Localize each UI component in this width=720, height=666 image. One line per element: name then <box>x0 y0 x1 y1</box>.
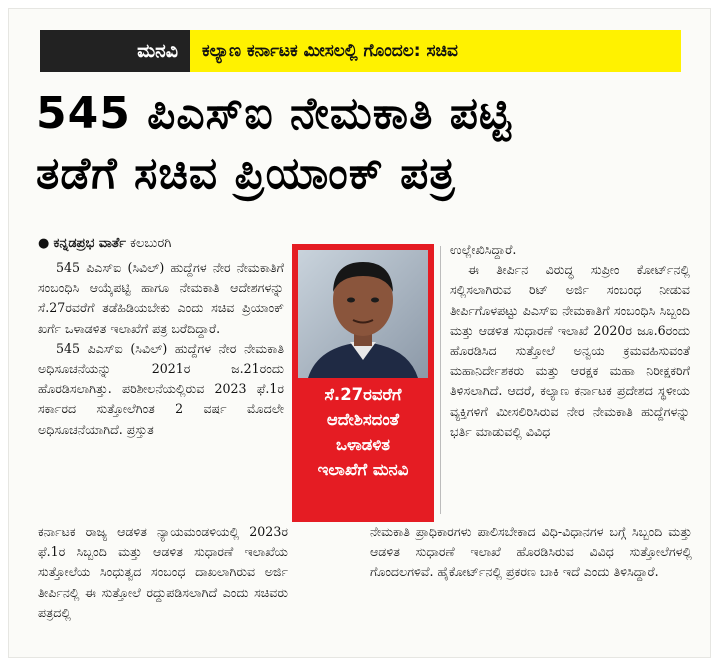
column-divider <box>440 246 441 514</box>
byline <box>38 236 288 251</box>
headline <box>36 84 688 204</box>
headline-line-1: 545 ಪಿಎಸ್ಐ ನೇಮಕಾತಿ ಪಟ್ಟಿ <box>36 88 512 139</box>
body-paragraph-4: ಉಲ್ಲೇಖಿಸಿದ್ದಾರೆ. <box>450 242 517 257</box>
strapline: ಕಲ್ಯಾಣ ಕರ್ನಾಟಕ ಮೀಸಲಲ್ಲಿ ಗೊಂದಲ: ಸಚಿವ <box>190 30 681 72</box>
portrait-photo <box>298 250 428 378</box>
photo-callout <box>292 244 434 522</box>
byline-place: ಕಲಬುರಗಿ <box>130 236 172 251</box>
body-paragraph-1: 545 ಪಿಎಸ್ಐ (ಸಿವಿಲ್) ಹುದ್ದೆಗಳ ನೇರ ನೇಮಕಾತಿಗೆ ಸಂಬಂಧಿಸಿ ಆಯ್ಕೆಪಟ್ಟಿ ಹಾಗೂ ನೇಮಕಾತಿ ಆದೇಶಗಳನ್ನು ಸೆ.27ರವರೆಗೆ ತಡೆಹಿಡಿಯಬೇಕು ಎಂದು ಸಚಿವ ಪ್ರಿಯಾಂಕ್ ಖರ್ಗೆ ಒಳಾಡಳಿತ ಇಲಾಖೆಗೆ ಪತ್ರ ಬರೆದಿದ್ದಾರೆ. <box>38 260 284 336</box>
body-paragraph-3: ಕರ್ನಾಟಕ ರಾಜ್ಯ ಆಡಳಿತ ನ್ಯಾಯಮಂಡಳಿಯಲ್ಲಿ 2023ರ ಫೆ.1ರ ಸಿಬ್ಬಂದಿ ಮತ್ತು ಆಡಳಿತ ಸುಧಾರಣೆ ಇಲಾಖೆಯ ಸುತ್ತೋಲೆಯ ಸಿಂಧುತ್ವದ ಸಂಬಂಧ ದಾಖಲಾಗಿರುವ ಅರ್ಜಿ ತೀರ್ಪಿನಲ್ಲಿ ಈ ಸುತ್ತೋಲೆ ರದ್ದುಪಡಿಸಲಾಗಿದೆ ಎಂದು ಸಚಿವರು ಪತ್ರದಲ್ಲಿ <box>38 524 288 620</box>
body-paragraph-5: ಈ ತೀರ್ಪಿನ ವಿರುದ್ಧ ಸುಪ್ರೀಂ ಕೋರ್ಟ್‌ನಲ್ಲಿ ಸಲ್ಲಿಸಲಾಗಿರುವ ರಿಟ್ ಅರ್ಜಿ ಸಂಬಂಧ ನೀಡುವ ತೀರ್ಪಿಗೊಳಪಟ್ಟು ಪಿಎಸ್ಐ ನೇಮಕಾತಿಗೆ ಸಂಬಂಧಿಸಿ ಸಿಬ್ಬಂದಿ ಮತ್ತು ಆಡಳಿತ ಸುಧಾರಣೆ ಇಲಾಖೆ 2020ರ ಜೂ.6ರಂದು ಹೊರಡಿಸಿದ ಸುತ್ತೋಲೆ ಅನ್ವಯ ಕ್ರಮವಹಿಸುವಂತೆ ಮಹಾನಿರ್ದೇಶಕರು ಮತ್ತು ಆರಕ್ಷಕ ಮಹಾ ನಿರೀಕ್ಷಕರಿಗೆ ತಿಳಿಸಲಾಗಿದೆ. ಆದರೆ, ಕಲ್ಯಾಣ ಕರ್ನಾಟಕ ಪ್ರದೇಶದ ಸ್ಥಳೀಯ ವ್ಯಕ್ತಿಗಳಿಗೆ ಮೀಸಲಿರಿಸಿರುವ ನೇರ ನೇಮಕಾತಿ ಹುದ್ದೆಗಳನ್ನು ಭರ್ತಿ ಮಾಡುವಲ್ಲಿ ವಿವಿಧ <box>450 262 690 439</box>
body-paragraph-6: ನೇಮಕಾತಿ ಪ್ರಾಧಿಕಾರಗಳು ಪಾಲಿಸಬೇಕಾದ ವಿಧಿ-ವಿಧಾನಗಳ ಬಗ್ಗೆ ಸಿಬ್ಬಂದಿ ಮತ್ತು ಆಡಳಿತ ಸುಧಾರಣೆ ಇಲಾಖೆ ಹೊರಡಿಸಿರುವ ವಿವಿಧ ಸುತ್ತೋಲೆಗಳಲ್ಲಿ ಗೊಂದಲಗಳಿವೆ. ಹೈಕೋರ್ಟ್‌ನಲ್ಲಿ ಪ್ರಕರಣ ಬಾಕಿ ಇದೆ ಎಂದು ತಿಳಿಸಿದ್ದಾರೆ. <box>370 524 692 580</box>
headline-line-2: ತಡೆಗೆ ಸಚಿವ ಪ್ರಿಯಾಂಕ್ ಪತ್ರ <box>36 148 456 199</box>
body-column-1-lower <box>38 522 288 623</box>
caption-line-3: ಒಳಾಡಳಿತ <box>335 435 391 454</box>
person-portrait-icon <box>298 250 428 378</box>
section-header <box>40 30 681 72</box>
photo-caption <box>292 382 434 482</box>
bullet-icon: ● <box>38 236 54 251</box>
byline-source: ಕನ್ನಡಪ್ರಭ ವಾರ್ತೆ <box>53 236 126 251</box>
body-column-2 <box>450 240 690 442</box>
section-tag: ಮನವಿ <box>40 30 190 72</box>
body-paragraph-2: 545 ಪಿಎಸ್ಐ (ಸಿವಿಲ್) ಹುದ್ದೆಗಳ ನೇರ ನೇಮಕಾತಿ ಅಧಿಸೂಚನೆಯನ್ನು 2021ರ ಜ.21ರಂದು ಹೊರಡಿಸಲಾಗಿತ್ತು. ಪರಿಶೀಲನೆಯಲ್ಲಿರುವ 2023 ಫೆ.1ರ ಸರ್ಕಾರದ ಸುತ್ತೋಲೆಗಿಂತ 2 ವರ್ಷ ಮೊದಲೇ ಅಧಿಸೂಚನೆಯಾಗಿದೆ. ಪ್ರಸ್ತುತ <box>38 340 284 437</box>
caption-line-1: ಸೆ.27ರವರೆಗೆ <box>324 385 402 404</box>
body-column-1 <box>38 258 284 440</box>
caption-line-2: ಆದೇಶಿಸದಂತೆ <box>326 410 400 429</box>
body-column-2-lower <box>370 522 692 583</box>
caption-line-4: ಇಲಾಖೆಗೆ ಮನವಿ <box>317 460 409 479</box>
